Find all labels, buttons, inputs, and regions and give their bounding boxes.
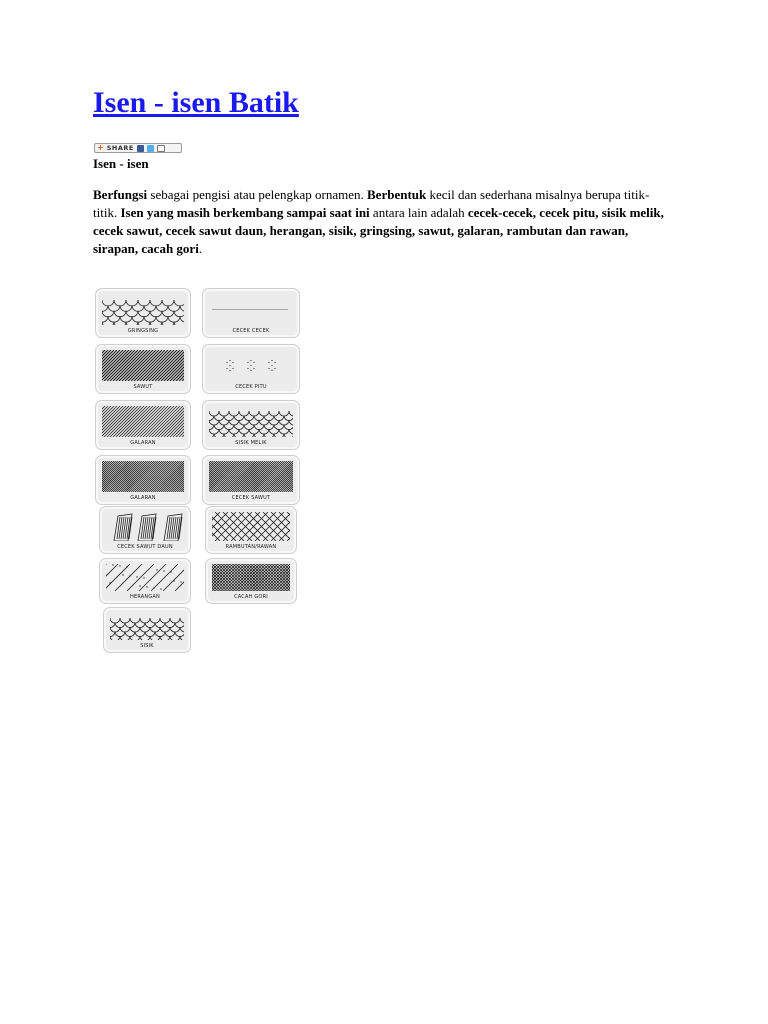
pattern-tile-sawut: [95, 344, 191, 394]
pattern-drawing: [102, 294, 184, 325]
pattern-drawing: [102, 406, 184, 437]
pattern-caption: RAMBUTAN/RAWAN: [225, 544, 277, 550]
pattern-drawing: [106, 512, 184, 541]
pattern-tile-leaves: [99, 506, 191, 554]
pattern-drawing: [212, 512, 290, 541]
share-label: SHARE: [106, 144, 134, 152]
pattern-tile-scales-fine: [202, 400, 300, 450]
paragraph-run: sebagai pengisi atau pelengkap ornamen.: [147, 187, 368, 202]
pattern-drawing: [209, 350, 293, 381]
page-title[interactable]: Isen - isen Batik: [93, 86, 299, 119]
paragraph-run: Berbentuk: [367, 187, 427, 202]
pattern-caption: CECEK SAWUT DAUN: [117, 544, 173, 550]
pattern-caption: GRINGSING: [127, 328, 159, 334]
paragraph-run: antara lain adalah: [369, 205, 468, 220]
pattern-caption: CECEK CECEK: [232, 328, 270, 334]
pattern-caption: GALARAN: [130, 440, 156, 446]
pattern-tile-scales-small: [103, 607, 191, 653]
pattern-drawing: [106, 564, 184, 591]
share-button[interactable]: [94, 143, 182, 153]
email-icon: [157, 145, 165, 152]
isen-patterns-figure: [95, 286, 300, 652]
pattern-tile-diagonal: [95, 400, 191, 450]
pattern-caption: CECEK PITU: [235, 384, 267, 390]
plus-icon: +: [97, 143, 104, 152]
pattern-drawing: [212, 564, 290, 591]
pattern-tile-diagonal-dense: [95, 455, 191, 505]
pattern-caption: CACAH GORI: [234, 594, 268, 600]
paragraph-run: Berfungsi: [93, 187, 148, 202]
facebook-icon: [137, 145, 144, 152]
pattern-caption: SISIK MELIK: [235, 440, 267, 446]
pattern-caption: HERANGAN: [130, 594, 160, 600]
pattern-drawing: [110, 613, 184, 640]
pattern-tile-scales: [95, 288, 191, 338]
pattern-tile-sawut-dense: [202, 455, 300, 505]
section-heading: Isen - isen: [93, 156, 149, 171]
paragraph-run: kecil dan sederhana misalnya berupa titik-titik.: [93, 187, 650, 220]
pattern-caption: SISIK: [140, 643, 154, 649]
pattern-caption: GALARAN: [130, 495, 156, 501]
pattern-caption: SAWUT: [133, 384, 153, 390]
pattern-drawing: [102, 350, 184, 381]
description-paragraph: [93, 186, 673, 258]
pattern-tile-dots-line: [202, 288, 300, 338]
pattern-tile-grid-dense: [205, 558, 297, 604]
pattern-caption: CECEK SAWUT: [231, 495, 271, 501]
pattern-tile-herangan: [99, 558, 191, 604]
pattern-drawing: [209, 461, 293, 492]
pattern-drawing: [209, 406, 293, 437]
twitter-icon: [147, 145, 154, 152]
paragraph-run: .: [198, 241, 203, 256]
pattern-drawing: [102, 461, 184, 492]
pattern-drawing: [209, 294, 293, 325]
paragraph-run: Isen yang masih berkembang sampai saat ini: [120, 205, 370, 220]
pattern-tile-crosshatch: [205, 506, 297, 554]
paragraph-run: cecek-cecek, cecek pitu, sisik melik, cecek sawut, cecek sawut daun, herangan, sisik, gringsing, sawut, galaran, rambutan dan rawan, sirapan, cacah gori: [93, 205, 664, 256]
pattern-tile-dot-clusters: [202, 344, 300, 394]
